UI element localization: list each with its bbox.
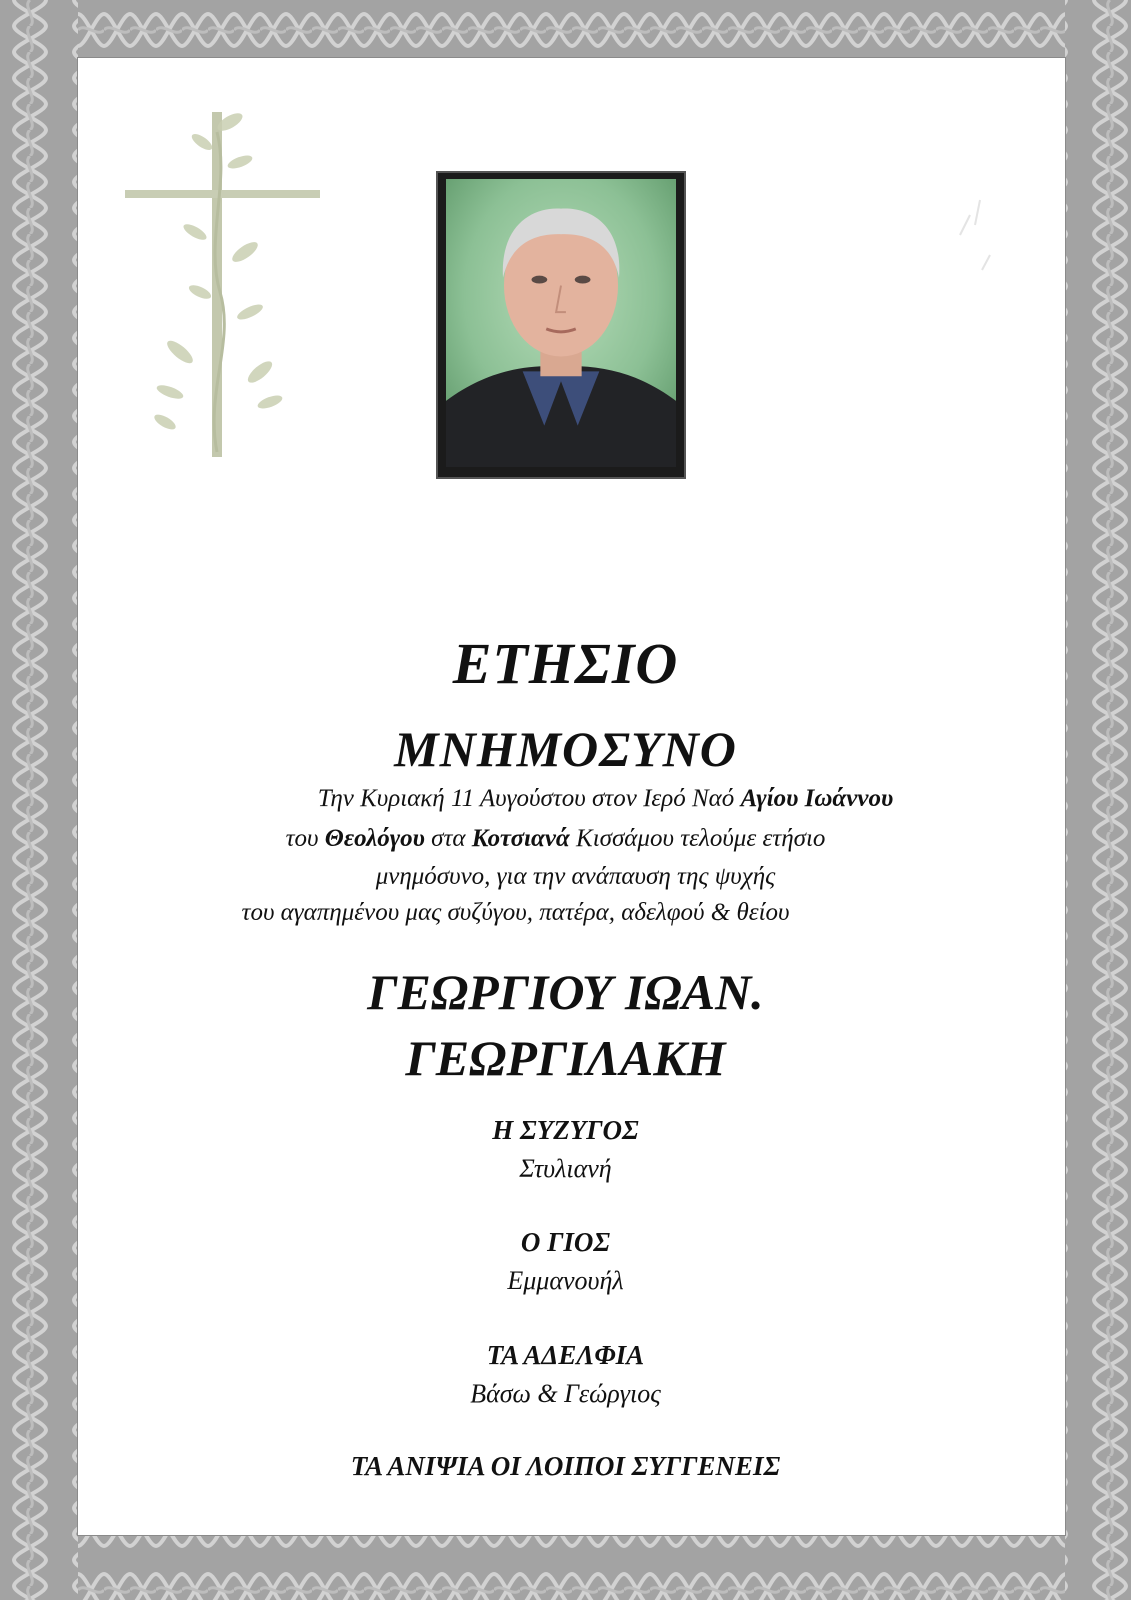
relative-role-siblings: ΤΑ ΑΔΕΛΦΙΑ xyxy=(486,1340,645,1370)
deceased-name-line-1: ΓΕΩΡΓΙΟΥ ΙΩΑΝ. xyxy=(367,964,764,1020)
text-line-3: μνημόσυνο, για την ανάπαυση της ψυχής xyxy=(375,863,776,890)
relative-names-wife: Στυλιανή xyxy=(519,1154,612,1183)
deceased-name-line-2: ΓΕΩΡΓΙΛΑΚΗ xyxy=(405,1030,726,1086)
text-line-2: του Θεολόγου στα Κοτσιανά Κισσάμου τελούμε ετήσιο xyxy=(285,825,826,852)
footer-relatives: ΤΑ ΑΝΙΨΙΑ ΟΙ ΛΟΙΠΟΙ ΣΥΓΓΕΝΕΙΣ xyxy=(350,1451,781,1481)
text-line-1: Την Κυριακή 11 Αυγούστου στον Ιερό Ναό Αγίου Ιωάννου xyxy=(317,785,894,812)
print-speckle-marks xyxy=(920,195,1010,305)
relative-names-siblings: Βάσω & Γεώργιος xyxy=(470,1379,661,1408)
cross-with-vine-icon xyxy=(120,92,330,462)
text-line-4: του αγαπημένου μας συζύγου, πατέρα, αδελφού & θείου xyxy=(241,899,790,926)
relative-names-son: Εμμανουήλ xyxy=(507,1266,624,1295)
portrait-photo xyxy=(436,171,686,479)
relative-role-wife: Η ΣΥΖΥΓΟΣ xyxy=(492,1115,639,1145)
title-memorial: ΜΝΗΜΟΣΥΝΟ xyxy=(394,721,737,777)
relative-role-son: Ο ΓΙΟΣ xyxy=(520,1227,611,1257)
title-annual: ΕΤΗΣΙΟ xyxy=(452,631,679,696)
